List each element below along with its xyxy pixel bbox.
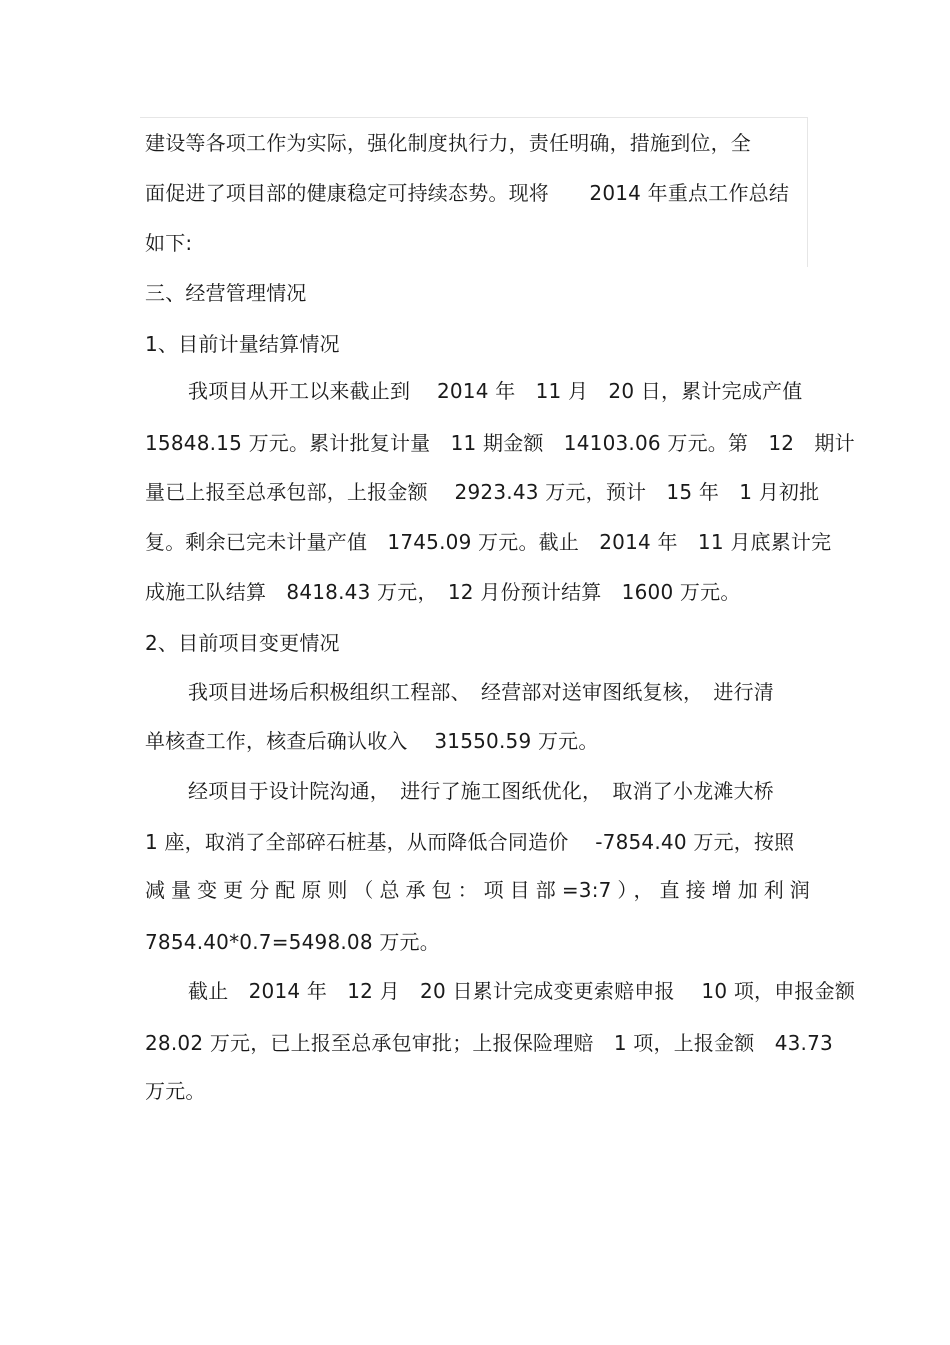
paragraph-line: 28.02 万元，已上报至总承包审批；上报保险理赔 1 项，上报金额 43.73	[145, 1031, 833, 1055]
section-heading: 三、经营管理情况	[145, 281, 307, 305]
paragraph-line: 经项目于设计院沟通， 进行了施工图纸优化， 取消了小龙滩大桥	[188, 779, 774, 803]
paragraph-line: 我项目进场后积极组织工程部、 经营部对送审图纸复核， 进行清	[188, 680, 774, 704]
paragraph-line: 单核查工作，核查后确认收入 31550.59 万元。	[145, 729, 599, 753]
subsection-title: 2、目前项目变更情况	[145, 631, 340, 655]
intro-line: 面促进了项目部的健康稳定可持续态势。现将 2014 年重点工作总结	[145, 181, 790, 205]
paragraph-line: 1 座，取消了全部碎石桩基，从而降低合同造价 -7854.40 万元，按照	[145, 830, 795, 854]
intro-line: 建设等各项工作为实际，强化制度执行力，责任明确，措施到位，全	[145, 131, 751, 155]
paragraph-line: 量已上报至总承包部，上报金额 2923.43 万元，预计 15 年 1 月初批	[145, 480, 820, 504]
frame-line-top	[140, 117, 808, 118]
subsection-title: 1、目前计量结算情况	[145, 332, 340, 356]
paragraph-line: 减量变更分配原则（总承包：项目部=3:7），直接增加利润	[145, 878, 810, 902]
paragraph-line: 复。剩余已完未计量产值 1745.09 万元。截止 2014 年 11 月底累计完	[145, 530, 832, 554]
paragraph-line: 7854.40*0.7=5498.08 万元。	[145, 930, 440, 954]
intro-line: 如下:	[145, 231, 193, 255]
paragraph-line: 成施工队结算 8418.43 万元， 12 月份预计结算 1600 万元。	[145, 580, 741, 604]
paragraph-line: 截止 2014 年 12 月 20 日累计完成变更索赔申报 10 项，申报金额	[188, 979, 856, 1003]
paragraph-line: 万元。	[145, 1079, 206, 1103]
paragraph-line: 我项目从开工以来截止到 2014 年 11 月 20 日，累计完成产值	[188, 379, 803, 403]
paragraph-line: 15848.15 万元。累计批复计量 11 期金额 14103.06 万元。第 12 期计	[145, 431, 855, 455]
